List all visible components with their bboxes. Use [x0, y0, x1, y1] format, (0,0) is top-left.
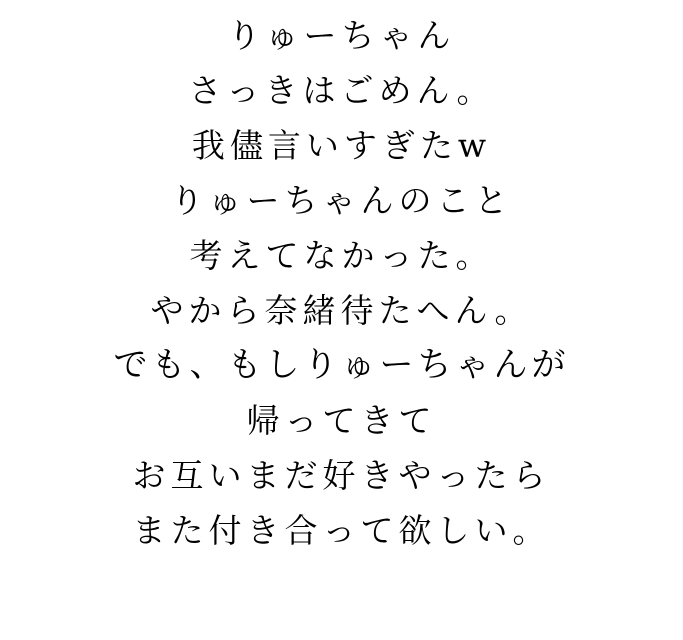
text-line: また付き合って欲しい。	[132, 511, 551, 550]
text-line: さっきはごめん。	[188, 71, 495, 110]
text-line: やから奈緒待たへん。	[150, 291, 533, 330]
text-line: お互いまだ好きやったら	[132, 456, 551, 495]
text-line: りゅーちゃん	[227, 16, 456, 55]
text-line: でも、もしりゅーちゃんが	[113, 345, 570, 385]
text-line: りゅーちゃんのこと	[170, 181, 513, 220]
text-line: 考えてなかった。	[189, 236, 494, 275]
text-line: 帰ってきて	[246, 401, 437, 440]
text-line: 我儘言いすぎたw	[191, 126, 492, 165]
